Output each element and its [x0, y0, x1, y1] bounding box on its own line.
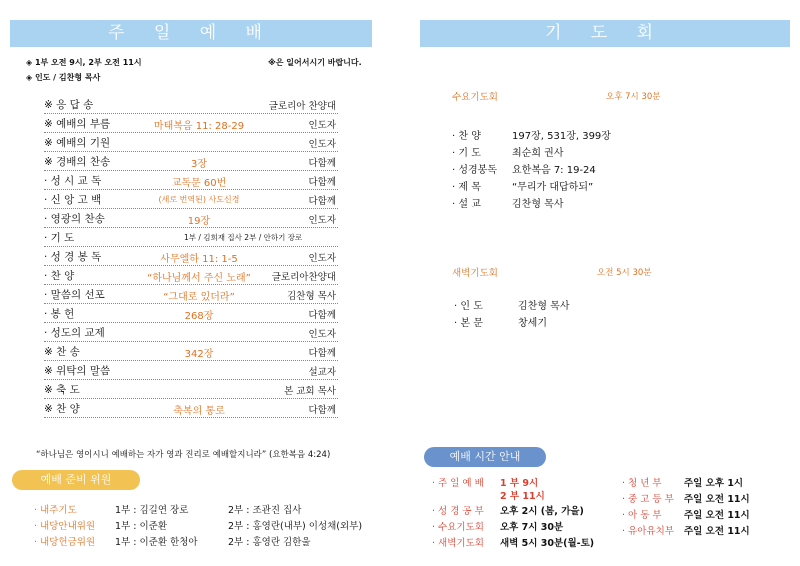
order-leader: 본 교회 목사 [284, 386, 336, 397]
wed-key: · 제 목 [452, 182, 481, 193]
schedule-value: 1 부 9시 [500, 478, 539, 489]
committee-second: 2부 : 홍영란(내부) 이성채(외부) [228, 521, 363, 532]
worship-time: ◈ 1부 오전 9시, 2부 오전 11시 [26, 58, 142, 67]
order-label: · 기 도 [44, 232, 75, 244]
order-row [44, 360, 338, 380]
committee-role: · 내당안내위원 [34, 521, 96, 532]
order-detail: 사무엘하 11: 1-5 [160, 254, 238, 265]
prayer-title: 기 도 회 [420, 20, 790, 47]
committee-title: 예배 준비 위원 [12, 470, 140, 490]
wed-value: 197장, 531장, 399장 [512, 131, 611, 142]
wed-key: · 기 도 [452, 148, 481, 159]
order-detail: “하나님께서 주신 노래” [147, 273, 251, 284]
order-leader: 인도자 [308, 120, 336, 131]
order-label: · 봉 헌 [44, 308, 75, 320]
wed-value: “무리가 대답하되” [512, 182, 594, 193]
order-row [44, 170, 338, 190]
order-row [44, 208, 338, 228]
order-row [44, 132, 338, 152]
schedule-key: · 아 동 부 [622, 510, 662, 521]
wed-key: · 찬 양 [452, 131, 481, 142]
order-label: ※ 예배의 부름 [44, 118, 111, 130]
schedule-value: 오후 2시 (봄, 가을) [500, 506, 584, 517]
schedule-value: 주일 오전 11시 [684, 494, 750, 505]
schedule-title: 예배 시간 안내 [424, 447, 546, 467]
schedule-value: 2 부 11시 [500, 491, 545, 502]
order-row [44, 227, 338, 247]
order-leader: 다함께 [308, 310, 336, 321]
order-detail: 축복의 통로 [173, 406, 225, 417]
order-label: ※ 경배의 찬송 [44, 156, 111, 168]
order-leader: 김찬형 목사 [287, 291, 336, 302]
order-detail: 1부 / 김희재 집사 2부 / 안하기 장로 [184, 233, 303, 242]
order-row [44, 284, 338, 304]
order-detail: 3장 [190, 159, 208, 170]
order-row [44, 265, 338, 285]
order-row [44, 341, 338, 361]
dawn-key: · 본 문 [454, 318, 483, 329]
wed-time: 오후 7시 30분 [606, 92, 661, 102]
schedule-key: · 중 고 등 부 [622, 494, 674, 505]
schedule-value: 주일 오전 11시 [684, 510, 750, 521]
schedule-value: 오후 7시 30분 [500, 522, 564, 533]
order-leader: 글로리아찬양대 [271, 272, 336, 283]
order-row [44, 246, 338, 266]
committee-second: 2부 : 홍영란 김한울 [228, 537, 311, 548]
order-label: · 영광의 찬송 [44, 213, 105, 225]
order-leader: 인도자 [308, 215, 336, 226]
schedule-value: 새벽 5시 30분(월-토) [500, 538, 595, 549]
order-leader: 글로리아 찬양대 [268, 101, 336, 112]
schedule-value: 주일 오전 11시 [684, 526, 750, 537]
bible-verse: “하나님은 영이시니 예배하는 자가 영과 진리로 예배할지니라” (요한복음 4:24) [36, 450, 331, 460]
order-label: ※ 위탁의 말씀 [44, 365, 111, 377]
wed-value: 김찬형 목사 [512, 199, 564, 210]
order-row [44, 151, 338, 171]
order-leader: 다함께 [308, 405, 336, 416]
order-detail: 342장 [184, 349, 214, 360]
order-row [44, 303, 338, 323]
order-leader: 설교자 [308, 367, 336, 378]
order-label: ※ 축 도 [44, 384, 80, 396]
order-row [44, 113, 338, 133]
order-leader: 다함께 [308, 348, 336, 359]
schedule-key: · 유아유치부 [622, 526, 674, 537]
committee-second: 2부 : 조관진 집사 [228, 505, 302, 516]
schedule-key: · 새벽기도회 [432, 538, 484, 549]
order-leader: 다함께 [308, 158, 336, 169]
order-row [44, 379, 338, 399]
order-label: · 성 경 봉 독 [44, 251, 102, 263]
order-row [44, 322, 338, 342]
dawn-value: 창세기 [518, 318, 547, 329]
order-label: · 성 시 교 독 [44, 175, 102, 187]
stand-notice: ※은 일어서시기 바랍니다. [268, 58, 362, 67]
order-detail: 마태복음 11: 28-29 [153, 121, 245, 132]
committee-first: 1부 : 이준환 [115, 521, 167, 532]
schedule-key: · 성 경 공 부 [432, 506, 484, 517]
order-label: · 말씀의 선포 [44, 289, 105, 301]
dawn-time: 오전 5시 30분 [597, 268, 652, 278]
schedule-key: · 청 년 부 [622, 478, 662, 489]
order-leader: 인도자 [308, 329, 336, 340]
order-detail: 268장 [184, 311, 214, 322]
order-detail: 교독문 60번 [171, 178, 227, 189]
committee-role: · 내당헌금위원 [34, 537, 96, 548]
dawn-title: 새벽기도회 [452, 268, 498, 279]
order-label: · 성도의 교제 [44, 327, 105, 339]
committee-role: · 내주기도 [34, 505, 77, 516]
order-row [44, 94, 338, 114]
wed-value: 최순희 권사 [512, 148, 564, 159]
leader-line: ◈ 인도 / 김찬형 목사 [26, 73, 101, 82]
order-leader: 다함께 [308, 177, 336, 188]
order-label: · 신 앙 고 백 [44, 194, 102, 206]
wed-title: 수요기도회 [452, 92, 498, 103]
order-detail: (새로 번역된) 사도신경 [158, 195, 240, 204]
wed-key: · 성경봉독 [452, 165, 497, 176]
schedule-value: 주일 오후 1시 [684, 478, 744, 489]
schedule-key: · 수요기도회 [432, 522, 484, 533]
order-leader: 인도자 [308, 253, 336, 264]
order-label: ※ 찬 양 [44, 403, 80, 415]
order-label: · 찬 양 [44, 270, 75, 282]
order-detail: 19장 [187, 216, 211, 227]
order-leader: 다함께 [308, 196, 336, 207]
dawn-key: · 인 도 [454, 301, 483, 312]
order-row [44, 398, 338, 418]
order-detail: “그대로 있더라” [163, 292, 235, 303]
order-label: ※ 예배의 기원 [44, 137, 111, 149]
order-label: ※ 응 답 송 [44, 99, 94, 111]
order-leader: 인도자 [308, 139, 336, 150]
worship-title: 주 일 예 배 [10, 20, 372, 47]
order-row [44, 189, 338, 209]
committee-first: 1부 : 김길연 장로 [115, 505, 189, 516]
wed-key: · 설 교 [452, 199, 481, 210]
committee-first: 1부 : 이준환 한청아 [115, 537, 198, 548]
dawn-value: 김찬형 목사 [518, 301, 570, 312]
wed-value: 요한복음 7: 19-24 [512, 165, 596, 176]
schedule-key: · 주 일 예 배 [432, 478, 484, 489]
order-label: ※ 찬 송 [44, 346, 80, 358]
